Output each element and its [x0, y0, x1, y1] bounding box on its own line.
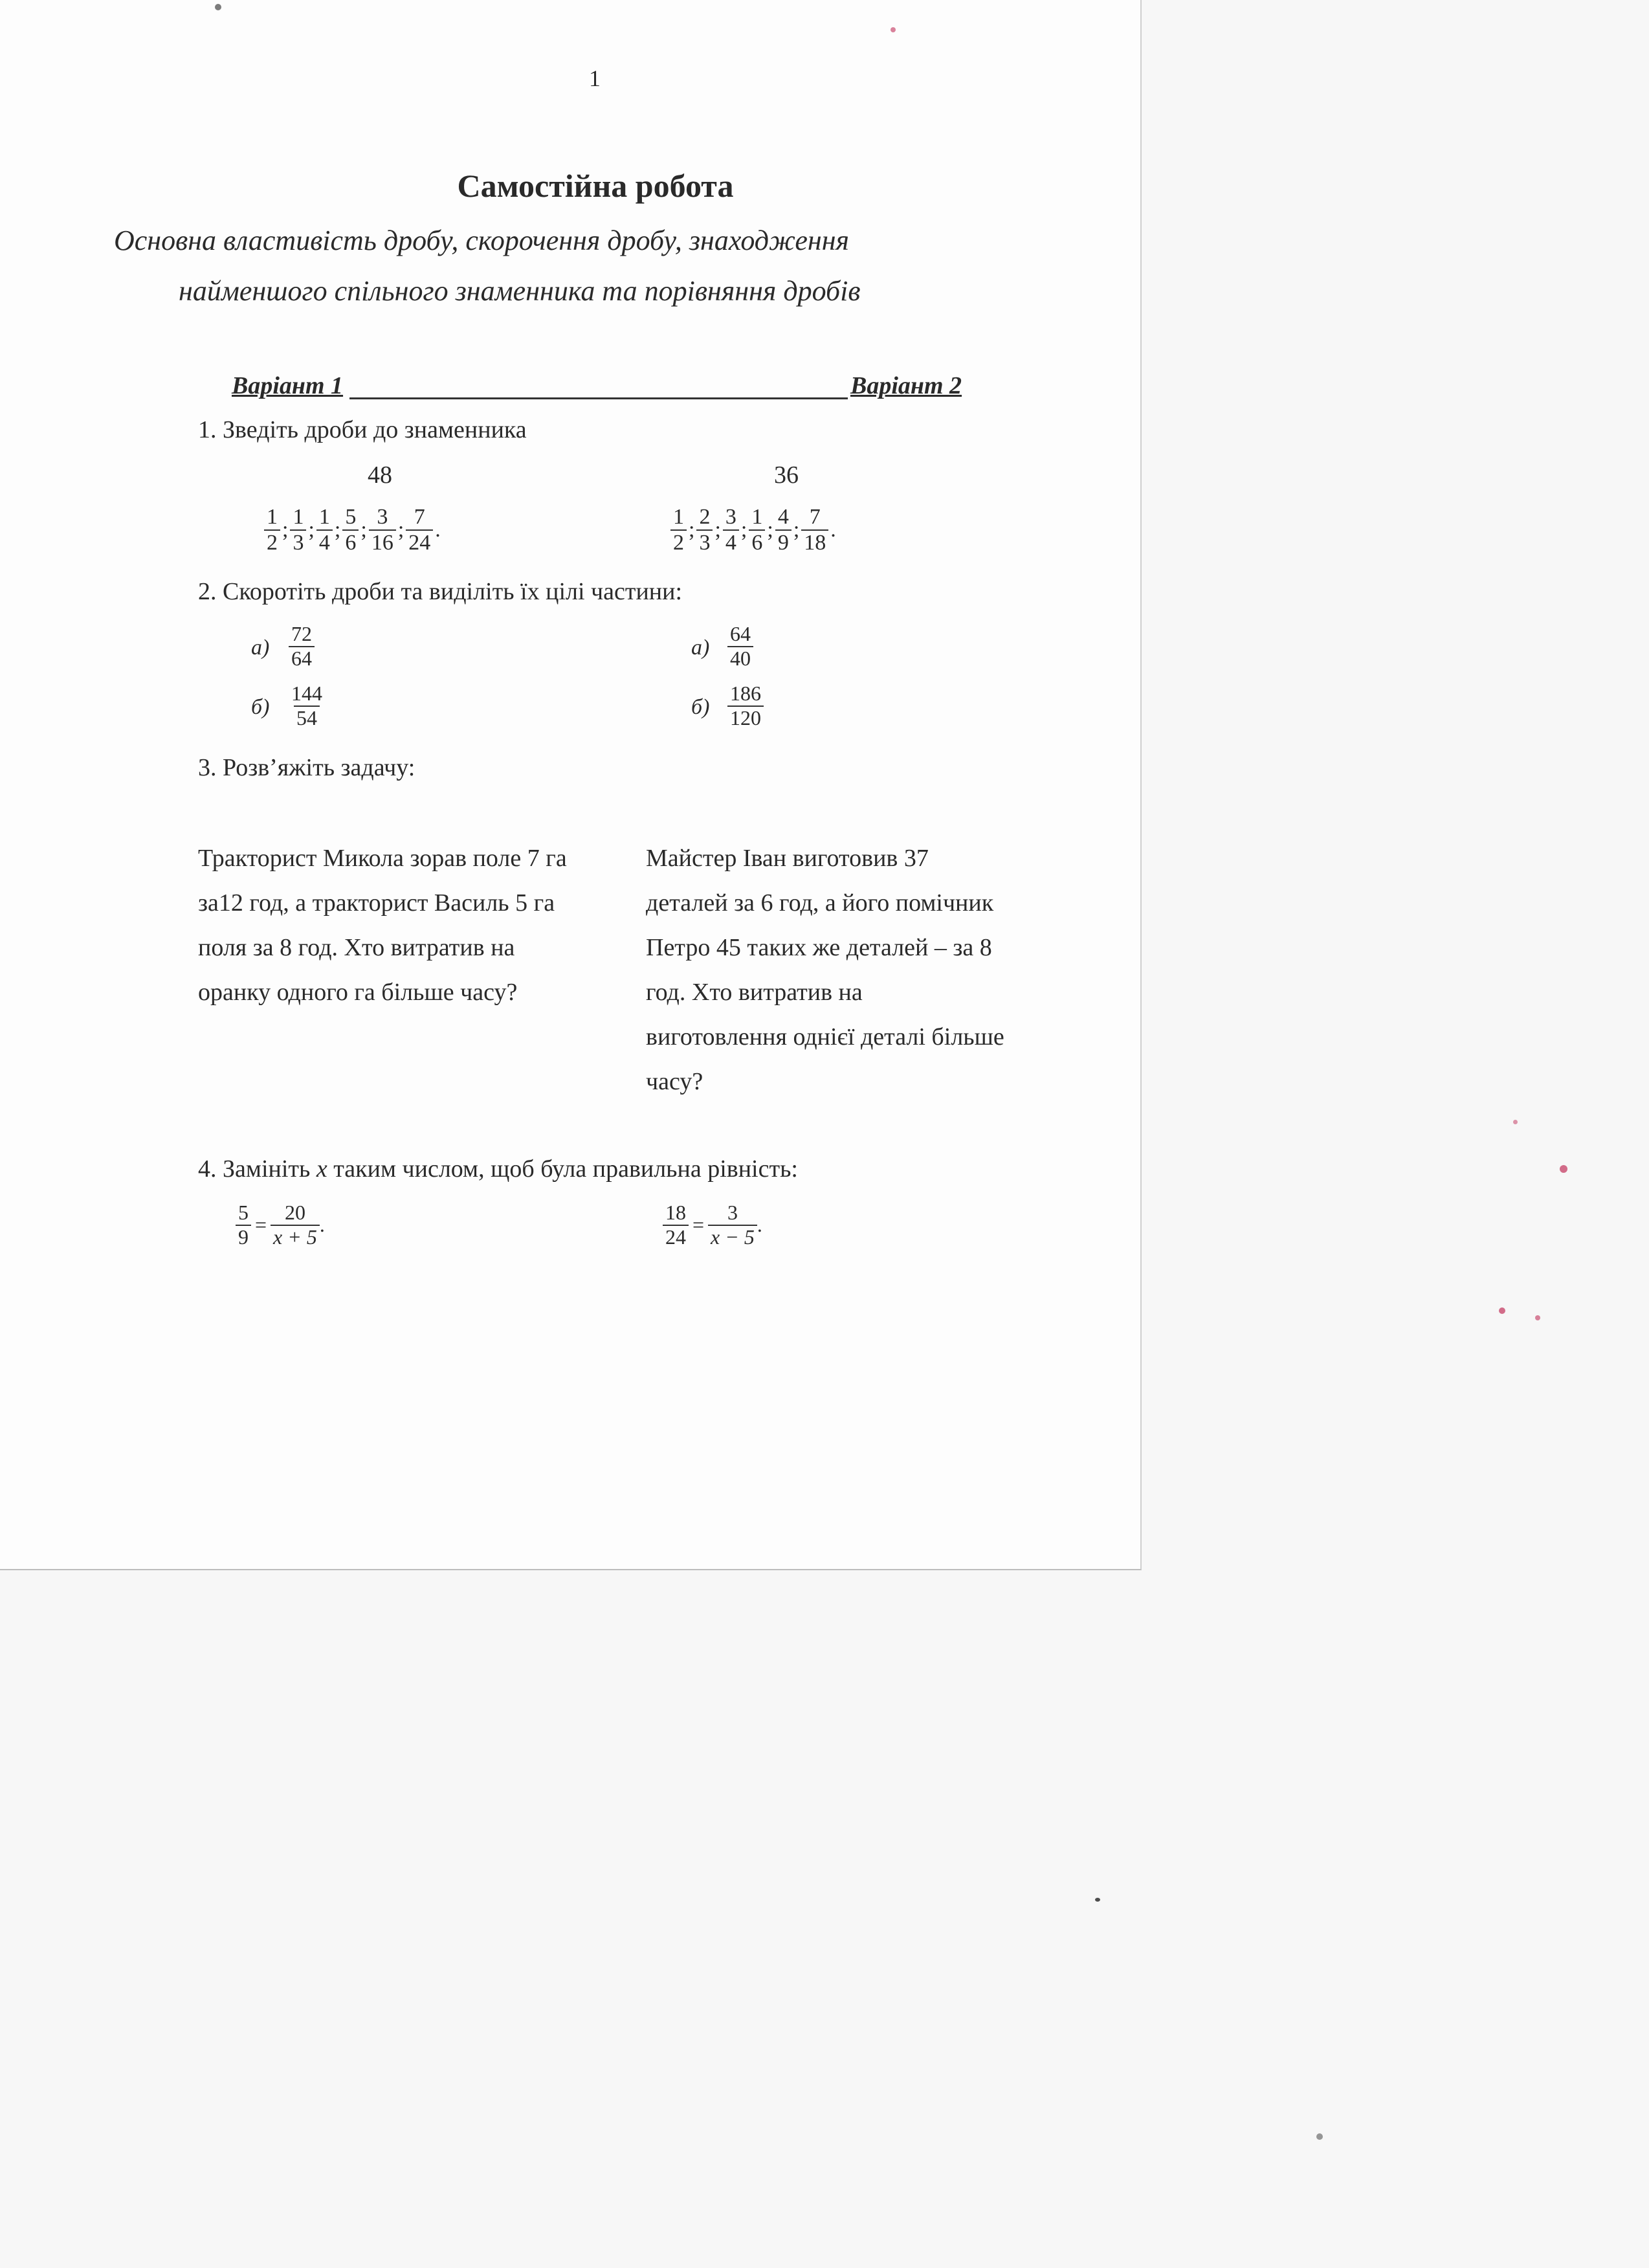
numerator: 18 [665, 1201, 686, 1224]
numerator: 3 [377, 505, 388, 529]
problem-line: оранку одного га більше часу? [198, 979, 518, 1006]
task-1-v1-denominator: 48 [368, 461, 392, 489]
right-fraction [708, 1201, 757, 1249]
list-terminator: . [435, 518, 441, 542]
problem-line: поля за 8 год. Хто витратив на [198, 934, 515, 961]
numerator: 4 [777, 505, 789, 529]
numerator: 20 [284, 1201, 305, 1224]
task-2-v2-fraction-a [727, 623, 753, 671]
denominator: 120 [727, 706, 764, 730]
denominator: 4 [316, 529, 333, 555]
task-2-v1-fraction-a [289, 623, 315, 671]
task-2-v2-fraction-b [727, 682, 764, 730]
left-fraction [236, 1201, 251, 1249]
numerator: 2 [699, 505, 711, 529]
denominator: 18 [801, 529, 828, 555]
fraction-separator: ; [714, 518, 721, 542]
subtitle-line-2: найменшого спільного знаменника та порівняння дробів [179, 275, 861, 307]
problem-line: деталей за 6 год, а його помічник [646, 889, 994, 917]
fraction [264, 505, 280, 555]
right-fraction [271, 1201, 320, 1249]
numerator: 1 [751, 505, 763, 529]
numerator: 1 [267, 505, 278, 529]
denominator: 2 [264, 529, 280, 555]
subtitle-line-1: Основна властивість дробу, скорочення дробу, знаходження [114, 225, 849, 256]
problem-line: Тракторист Микола зорав поле 7 га [198, 845, 567, 872]
denominator: 64 [289, 646, 315, 671]
task-1-text: 1. Зведіть дроби до знаменника [198, 416, 527, 443]
task-4-text-prefix: 4. Замініть [198, 1155, 316, 1183]
fraction [316, 505, 333, 555]
task-3-v2-problem [646, 836, 1047, 1104]
numerator: 3 [725, 505, 736, 529]
task-3-text: 3. Розв’яжіть задачу: [198, 754, 415, 781]
numerator: 5 [238, 1201, 249, 1224]
denominator: 54 [294, 706, 320, 730]
denominator: 2 [670, 529, 687, 555]
numerator: 186 [730, 682, 761, 705]
task-4-v2-equation [663, 1201, 762, 1249]
numerator: 72 [291, 622, 312, 645]
fraction [342, 505, 359, 555]
fraction-separator: ; [334, 518, 341, 542]
fraction [775, 505, 791, 555]
problem-line: виготовлення однієї деталі більше [646, 1023, 1004, 1051]
denominator: 9 [236, 1225, 251, 1249]
fraction-separator: ; [282, 518, 289, 542]
task-1-v2-denominator: 36 [774, 461, 799, 489]
denominator: 4 [723, 529, 739, 555]
task-2-text: 2. Скоротіть дроби та виділіть їх цілі частини: [198, 578, 683, 605]
scan-speck [1513, 1120, 1518, 1124]
fraction-separator: ; [793, 518, 800, 542]
variant-1-label: Варіант 1 [232, 372, 344, 399]
fraction [749, 505, 765, 555]
task-2-v1-label-a: а) [251, 636, 270, 660]
task-4-text-suffix: таким числом, щоб була правильна рівність: [327, 1155, 798, 1183]
task-2-v2-label-b: б) [691, 695, 710, 719]
denominator: 24 [663, 1225, 689, 1249]
fraction-separator: ; [360, 518, 367, 542]
list-terminator: . [830, 518, 836, 542]
numerator: 1 [293, 505, 304, 529]
equation-end: . [757, 1213, 762, 1237]
task-4-variable: x [316, 1155, 327, 1183]
denominator: x + 5 [271, 1225, 320, 1249]
denominator: 6 [749, 529, 765, 555]
equals-sign: = [255, 1213, 267, 1237]
numerator: 3 [727, 1201, 738, 1224]
fraction [290, 505, 306, 555]
variant-2-label: Варіант 2 [850, 372, 962, 399]
problem-line: Петро 45 таких же деталей – за 8 [646, 934, 992, 961]
task-2-v1-label-b: б) [251, 695, 270, 719]
scan-speck [1535, 1315, 1540, 1320]
fraction-separator: ; [397, 518, 404, 542]
task-1-v2-fractions [670, 505, 838, 555]
worksheet-title: Самостійна робота [457, 168, 734, 204]
denominator: 40 [727, 646, 753, 671]
fraction [696, 505, 713, 555]
page-number: 1 [589, 65, 601, 91]
numerator: 7 [809, 505, 821, 529]
scan-speck [1560, 1165, 1567, 1173]
fraction [801, 505, 828, 555]
denominator: 24 [406, 529, 433, 555]
fraction [723, 505, 739, 555]
equation-end: . [319, 1213, 325, 1237]
problem-line: Майстер Іван виготовив 37 [646, 845, 929, 872]
denominator: 3 [290, 529, 306, 555]
denominator: 3 [696, 529, 713, 555]
task-2-v2-label-a: а) [691, 636, 710, 660]
fraction-separator: ; [689, 518, 695, 542]
numerator: 64 [730, 622, 751, 645]
task-4-text [198, 1155, 798, 1183]
fraction [670, 505, 687, 555]
denominator: 9 [775, 529, 791, 555]
numerator: 1 [673, 505, 684, 529]
scan-speck [1095, 1898, 1100, 1902]
numerator: 144 [291, 682, 322, 705]
numerator: 5 [345, 505, 357, 529]
task-4-v1-equation [236, 1201, 325, 1249]
fraction-separator: ; [767, 518, 773, 542]
problem-line: год. Хто витратив на [646, 979, 863, 1006]
variant-divider-line [349, 397, 848, 399]
scan-speck [1316, 2133, 1323, 2140]
denominator: 6 [342, 529, 359, 555]
numerator: 7 [414, 505, 425, 529]
fraction [369, 505, 396, 555]
worksheet-page [0, 0, 1142, 1570]
left-fraction [663, 1201, 689, 1249]
fraction-separator: ; [740, 518, 747, 542]
scan-speck [1499, 1307, 1505, 1314]
scan-speck [215, 4, 221, 10]
scan-speck [891, 27, 896, 32]
equals-sign: = [692, 1213, 705, 1237]
fraction-separator: ; [308, 518, 315, 542]
denominator: 16 [369, 529, 396, 555]
problem-line: часу? [646, 1068, 703, 1095]
task-3-v1-problem [198, 836, 612, 1015]
numerator: 1 [318, 505, 330, 529]
denominator: x − 5 [708, 1225, 757, 1249]
fraction [406, 505, 433, 555]
task-2-v1-fraction-b [289, 682, 325, 730]
task-1-v1-fractions [264, 505, 443, 555]
problem-line: за12 год, а тракторист Василь 5 га [198, 889, 555, 917]
